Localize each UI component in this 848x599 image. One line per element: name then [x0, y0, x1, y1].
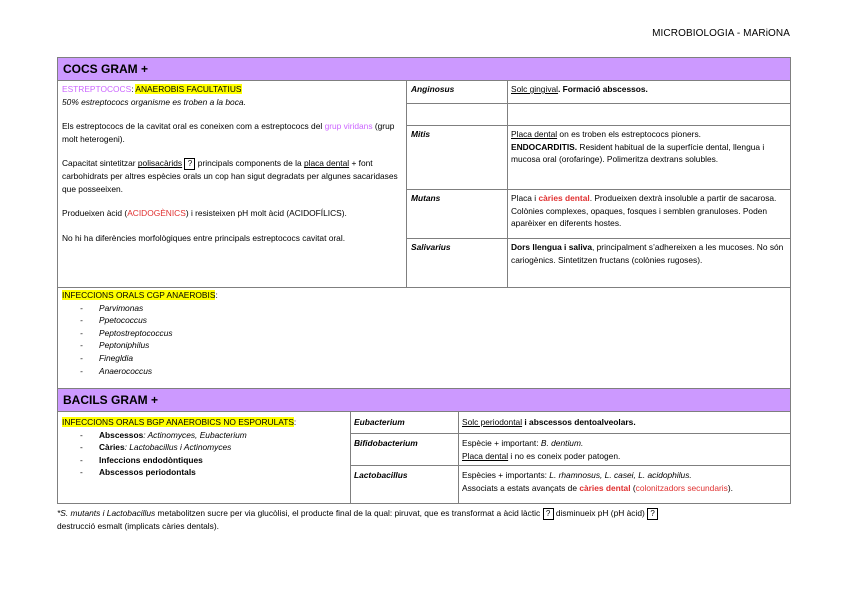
anaerobis-badge: ANAEROBIS FACULTATIUS: [135, 84, 242, 94]
species-name-bifidobacterium: Bifidobacterium: [354, 438, 418, 448]
species-name-lactobacillus: Lactobacillus: [354, 470, 408, 480]
species-name-eubacterium: Eubacterium: [354, 417, 405, 427]
species-name-anginosus: Anginosus: [411, 84, 455, 94]
list-item: - Anaerococcus: [62, 365, 462, 378]
page-header: MICROBIOLOGIA - MARiONA: [652, 28, 790, 39]
species-desc-mitis: Placa dental on es troben els estreptococs pioners. ENDOCARDITIS. Resident habitual de la superfície dental, llengua i mucosa oral (orofaringe). Polimeritza dextrans solubles.: [511, 129, 765, 165]
species-desc-mutans: Placa i càries dental. Produeixen dextrà insoluble a partir de sacarosa. Colònies complexes, opaques, fosques i semblen granuloses. Poden aparèixer en diferents hostes.: [511, 193, 777, 229]
list-item: - Abscessos periodontals: [62, 466, 348, 479]
list-item: - Infeccions endodòntiques: [62, 454, 348, 467]
list-item: - Finegldia: [62, 352, 462, 365]
species-name-mutans: Mutans: [411, 193, 441, 203]
bgp-infections-title: INFECCIONS ORALS BGP ANAEROBICS NO ESPORULATS: [62, 417, 294, 427]
strep-label: ESTREPTOCOCS: [62, 84, 132, 94]
list-item: - Càries: Lactobacillus i Actinomyces: [62, 441, 348, 454]
strep-paragraph-2: Capacitat sintetitzar polisacàrids ? principals components de la placa dental + font carbohidrats per altres espècies orals un cop han sigut degradats per algunes sacaridases que posseeixen.: [62, 158, 398, 194]
species-name-mitis: Mitis: [411, 129, 431, 139]
species-desc-eubacterium: Solc periodontal i abscessos dentoalveolars.: [462, 417, 636, 427]
species-desc-bifidobacterium: Espècie + important: B. dentium. Placa dental i no es coneix poder patogen.: [462, 438, 621, 461]
species-desc-anginosus: Solc gingival. Formació abscessos.: [511, 84, 648, 94]
list-item: - Peptoniphilus: [62, 339, 462, 352]
cocs-title: COCS GRAM +: [58, 58, 790, 80]
list-item: - Abscessos: Actinomyces, Eubacterium: [62, 429, 348, 442]
streptococcus-description: ESTREPTOCOCS: ANAEROBIS FACULTATIUS 50% estreptococs organisme es troben a la boca. Els estreptococs de la cavitat oral es coneixen com a estreptococs del grup viridans (grup molt heterogeni). Capacitat sintetitzar polisacàrids ? principals components de la placa dental + font carbohidrats per altres espècies orals un cop han sigut degradats per algunes sacaridases que posseeixen. Produeixen àcid (ACIDOGÈNICS) i resisteixen pH molt àcid (ACIDOFÍLICS). No hi ha diferències morfològiques entre principals estreptococs cavitat oral.: [62, 84, 398, 243]
strep-paragraph-4: No hi ha diferències morfològiques entre principals estreptococs cavitat oral.: [62, 232, 346, 243]
strep-paragraph-1: Els estreptococs de la cavitat oral es coneixen com a estreptococs del grup viridans (grup molt heterogeni).: [62, 121, 395, 144]
species-desc-lactobacillus: Espècies + importants: L. rhamnosus, L. casei, L. acidophilus. Associats a estats avançats de càries dental (colonitzadors secundaris).: [462, 470, 733, 493]
list-item: - Ppetococcus: [62, 314, 462, 327]
bgp-infections: INFECCIONS ORALS BGP ANAEROBICS NO ESPORULATS: - Abscessos: Actinomyces, Eubacterium - Càries: Lactobacillus i Actinomyces - Infeccions endodòntiques - Abscessos periodontals: [62, 416, 348, 479]
bacils-section: [57, 388, 791, 504]
question-icon: ?: [647, 508, 658, 520]
question-icon: ?: [184, 158, 195, 170]
list-item: - Peptostreptococcus: [62, 327, 462, 340]
strep-paragraph-3: Produeixen àcid (ACIDOGÈNICS) i resisteixen pH molt àcid (ACIDOFÍLICS).: [62, 208, 347, 219]
cocs-section: [57, 57, 791, 389]
bacils-title: BACILS GRAM +: [58, 389, 790, 411]
cgp-infections-title: INFECCIONS ORALS CGP ANAEROBIS: [62, 290, 216, 300]
question-icon: ?: [543, 508, 554, 520]
species-name-salivarius: Salivarius: [411, 242, 451, 252]
footnote: *S. mutants i Lactobacillus metabolitzen sucre per via glucòlisi, el producte final de la qual: piruvat, que es transformat a àcid làctic ? disminueix pH (pH àcid) ? destrucció esmalt (implicats càries dentals).: [57, 507, 791, 532]
cgp-infections: INFECCIONS ORALS CGP ANAEROBIS: - Parvimonas - Ppetococcus - Peptostreptococcus - Peptoniphilus - Finegldia - Anaerococcus: [62, 289, 462, 377]
list-item: - Parvimonas: [62, 302, 462, 315]
strep-intro: 50% estreptococs organisme es troben a la boca.: [62, 96, 246, 107]
species-desc-salivarius: Dors llengua i saliva, principalment s’adhereixen a les mucoses. No són cariogènics. Sintetitzen fructans (colònies rugoses).: [511, 242, 784, 265]
